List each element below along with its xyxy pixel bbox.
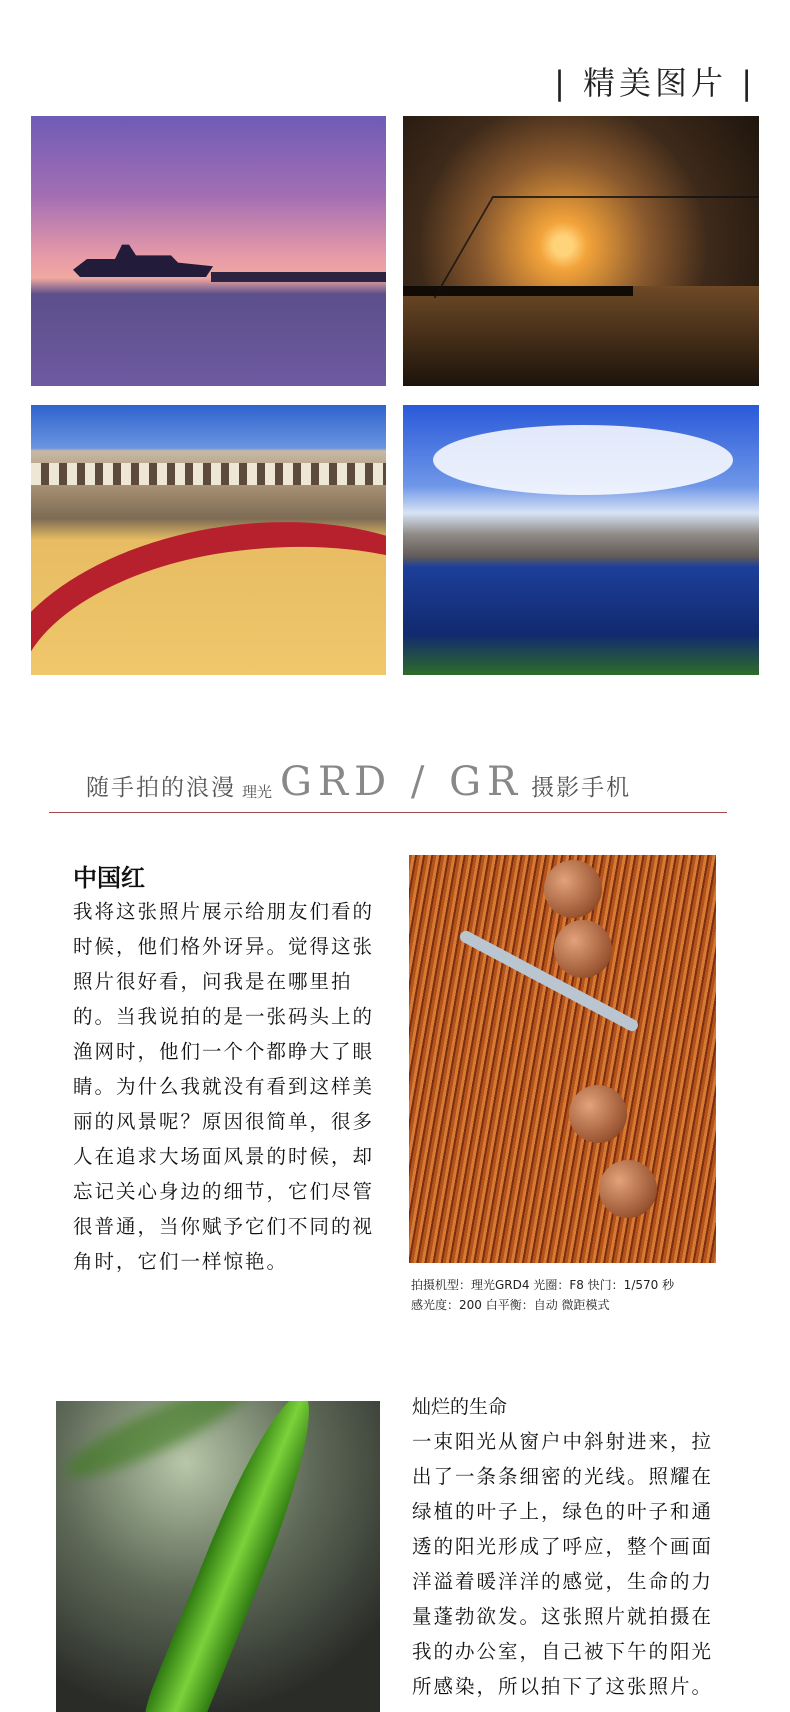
leaf-blade [141,1401,331,1712]
water-reflection [403,286,759,386]
banner-heading [86,758,632,805]
fishing-net-frame [434,196,759,298]
banner-divider [49,812,727,813]
net-float [569,1085,627,1143]
banner-part2: 理光 [242,783,273,801]
arena-red-wall [31,491,386,675]
article1-body: 我将这张照片展示给朋友们看的 时候，他们格外讶异。觉得这张 照片很好看，问我是在哪里拍 的。当我说拍的是一张码头上的 渔网时，他们一个个都睁大了眼 睛。为什么我就没有看到这样美 丽的风景呢？原因很简单，很多 人在追求大场面风景的时候，却 忘记关心身边的细节，它们尽管 很普通，当你赋予它们不同的视 角时，它们一样惊艳。 [73,900,375,1273]
fishing-net-closeup-photo [409,855,716,1263]
arena-arches [31,463,386,485]
article1-title: 中国红 [73,864,145,892]
warship-sunset-photo [31,116,386,386]
mountain-lake-photo [403,405,759,675]
rope [458,929,640,1033]
pier-silhouette [211,272,386,282]
fishing-net-sunset-photo [403,116,759,386]
bullring-arena-photo [31,405,386,675]
article2-body: 一束阳光从窗户中斜射进来，拉 出了一条条细密的光线。照耀在 绿植的叶子上，绿色的叶子和通 透的阳光形成了呼应，整个画面 洋溢着暖洋洋的感觉，生命的力 量蓬勃欲发。这张照片就拍摄在 我的办公室，自己被下午的阳光 所感染，所以拍下了这张照片。 [412,1430,714,1698]
article2-title: 灿烂的生命 [412,1396,508,1418]
photo-caption: 拍摄机型：理光GRD4 光圈：F8 快门：1/570 秒 感光度：200 白平衡：自动 微距模式 [411,1278,675,1312]
net-float [544,860,602,918]
blurred-leaf [57,1401,255,1491]
ship-silhouette [73,241,213,277]
banner-part1: 随手拍的浪漫 [86,775,236,801]
cloud [433,425,733,495]
banner-logo-text: GRD / GR [280,759,524,805]
banner-part4: 摄影手机 [531,775,632,801]
green-leaf-photo [56,1401,380,1712]
section-title: | 精美图片 | [554,64,756,102]
net-float [554,920,612,978]
net-float [599,1160,657,1218]
